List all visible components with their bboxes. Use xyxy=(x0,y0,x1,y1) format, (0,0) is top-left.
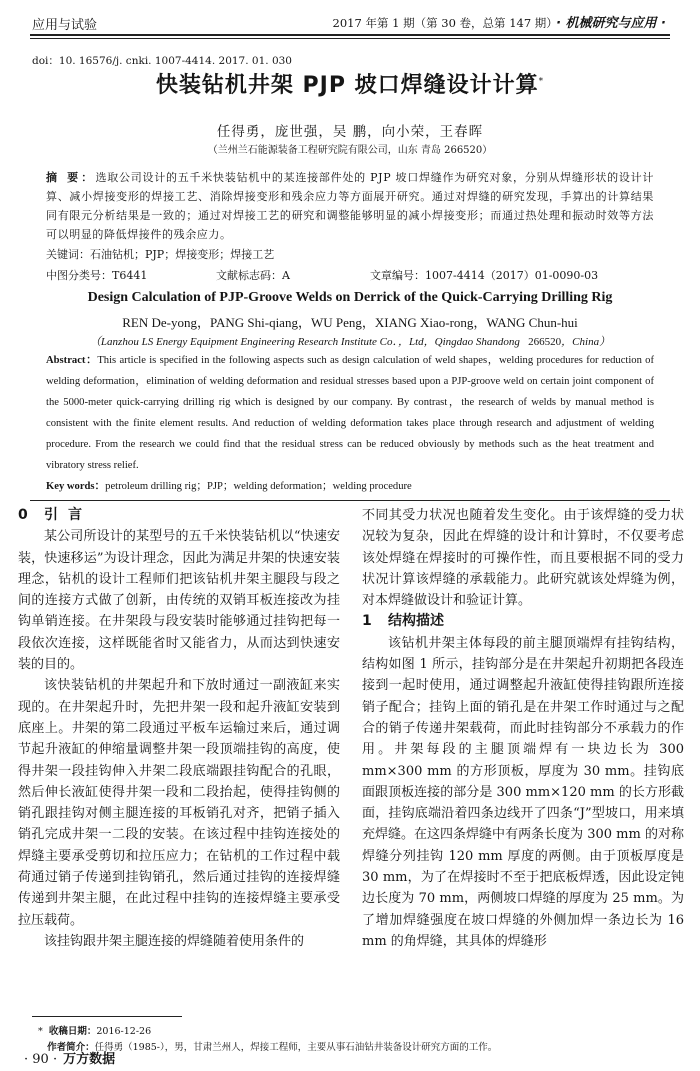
section-1-number: 1 xyxy=(362,613,372,630)
authors-en: REN De-yong，PANG Shi-qiang，WU Peng，XIANG Xiao-rong，WANG Chun-hui xyxy=(122,315,578,330)
affiliation-en-country: ，China） xyxy=(561,336,611,348)
section-1-heading xyxy=(362,611,684,632)
classification-line xyxy=(46,267,654,283)
article-number: 文章编号：1007-4414（2017）01-0090-03 xyxy=(370,269,599,282)
section-0-continuation: 不同其受力状况也随着发生变化。由于该焊缝的受力状况较为复杂，因此在焊缝的设计和计算时，不仅要考虑该处焊缝在焊接时的可操作性，而且要根据不同的受力状况计算该焊缝的承载能力。此研究就该处焊缝为例，对本焊缝做设计和验证计算。 xyxy=(362,508,684,609)
body-column-right xyxy=(362,505,684,952)
wanfang-watermark: 万方数据 xyxy=(63,1052,116,1067)
header-rule-thin xyxy=(30,38,670,39)
keywords-cn xyxy=(46,246,274,262)
body-rule xyxy=(30,500,670,501)
keywords-en xyxy=(46,478,412,493)
section-0-title: 引言 xyxy=(44,507,92,523)
running-header-section: 应用与试验 xyxy=(32,18,98,33)
section-1-paragraph-1: 该钻机井架主体每段的前主腿顶端焊有挂钩结构，结构如图 1 所示，挂钩部分是在井架起升初期把各段连接到一起时使用，通过调整起升液缸使得挂钩跟所连接销子配合；挂钩上面的销孔是在井架工作时通过与之配合的销子传递井架载荷，而此时挂钩部分不承载力的作用。井架每段的主腿顶端焊有一块边长为 300 mm×300 mm 的方形顶板，厚度为 30 mm。挂钩底面跟顶板连接的部分是 300 mm×120 mm 的长方形截面，挂钩底端沿着四条边线开了四条“J”型坡口，用来填充焊缝。在这四条焊缝中有两条长度为 300 mm 的对称焊缝分列挂钩 120 mm 厚度的两侧。由于顶板厚度是 30 mm，为了在焊接时不至于把底板焊透，因此设定钝边长度为 70 mm，两侧坡口焊缝的厚度为 25 mm。为了增加焊缝强度在坡口焊缝的外侧加焊一条边长为 16 mm 的角焊缝，其具体的焊缝形 xyxy=(362,635,684,949)
issue-info: 2017 年第 1 期（第 30 卷，总第 147 期） xyxy=(332,16,553,30)
received-label: 收稿日期： xyxy=(48,1026,97,1037)
received-date: 2016-12-26 xyxy=(96,1026,152,1037)
header-rule-thick xyxy=(30,34,670,36)
section-0-number: 0 xyxy=(18,507,28,523)
keywords-cn-label: 关键词： xyxy=(46,248,90,261)
document-code: 文献标志码：A xyxy=(216,269,290,282)
abstract-cn-text: 选取公司设计的五千米快装钻机中的某连接部件处的 PJP 坡口焊缝作为研究对象，分别从焊缝形状的设计计算、减小焊接变形的焊接工艺、消除焊接变形和残余应力等方面展开研究。通过对焊缝的研究发现，手算出的计算结果同有限元分析结果是一致的；通过对焊接工艺的研究和调整能够明显的减小焊接变形；而通过热处理和振动时效等方法可以明显的降低焊接件的残余应力。 xyxy=(46,171,654,241)
section-0-paragraph-2: 该快装钻机的井架起升和下放时通过一副液缸来实现的。在井架起升时，先把井架一段和起升液缸安装到底座上。井架的第二段通过平板车运输过来后，通过调节起升液缸的伸缩量调整井架一段顶端挂钩的高度，使得井架一段挂钩伸入井架二段底端跟挂钩配合的孔眼，然后伸长液缸使得井架一段和二段抬起，使得挂钩侧的销孔跟挂钩对侧主腿连接的耳板销孔对齐，把销子插入销孔完成井架一二段的安装。在该过程中挂钩连接处的焊缝主要承受剪切和拉压应力；在钻机的工作过程中载荷通过销子传递到挂钩销孔，然后通过挂钩的连接焊缝传递到井架主腿，在此过程中挂钩的连接焊缝主要承受拉压载荷。 xyxy=(18,678,340,928)
section-0-heading xyxy=(18,505,340,526)
abstract-en-text: This article is specified in the following aspects such as design calculation of weld shapes，welding procedures for reduction of welding deformation，elimination of welding deformation and residual stresses based upon a PJP-groove weld on certain joint component of the 5000-meter quick-carrying drilling rig which is designed by our company. By contrast，the research of welds by manual method is consistent with the finite element results. And reduction of welding deformation takes place through research and adjustment of welding procedure. From the research we could find that the residual stress can be reduced obviously by methods such as the heat treatment and vibratory stress relief. xyxy=(46,355,655,471)
author-bio: 任得勇（1985-），男，甘肃兰州人，焊接工程师，主要从事石油钻井装备设计研究方面的工作。 xyxy=(94,1042,498,1053)
page-number: · 90 · xyxy=(24,1052,58,1067)
abstract-cn xyxy=(46,168,654,244)
page-footer xyxy=(24,1048,115,1067)
keywords-en-text: petroleum drilling rig；PJP；welding deformation；welding procedure xyxy=(105,481,412,492)
clc-number: 中图分类号：T6441 xyxy=(46,269,148,282)
section-0-paragraph-3: 该挂钩跟井架主腿连接的焊缝随着使用条件的 xyxy=(44,933,305,949)
title-en: Design Calculation of PJP-Groove Welds on Derrick of the Quick-Carrying Drilling Rig xyxy=(87,290,613,305)
title-footnote-mark: * xyxy=(538,76,545,87)
affiliation-cn: （兰州兰石能源装备工程研究院有限公司，山东 青岛 266520） xyxy=(207,145,493,156)
journal-brand: · 机械研究与应用 · xyxy=(556,16,666,31)
footnote-rule xyxy=(32,1016,182,1017)
affiliation-en xyxy=(0,333,700,349)
authors-cn: 任得勇，庞世强，吴 鹏，向小荣，王春晖 xyxy=(216,124,484,140)
affiliation-en-italic: （Lanzhou LS Energy Equipment Engineering Research Institute Co．，Ltd，Qingdao Shandong xyxy=(89,336,520,348)
doi: doi：10. 16576/j. cnki. 1007-4414. 2017. 01. 030 xyxy=(32,55,292,67)
section-1-title: 结构描述 xyxy=(388,613,444,630)
affiliation-en-zip: 266520 xyxy=(528,336,562,348)
abstract-en-label: Abstract： xyxy=(46,355,98,366)
page-title xyxy=(0,68,700,99)
abstract-cn-label: 摘 要： xyxy=(46,171,96,184)
footnote-received: * 收稿日期：2016-12-26 xyxy=(32,1026,152,1037)
keywords-en-label: Key words： xyxy=(46,481,106,492)
title-cn-text: 快装钻机井架 PJP 坡口焊缝设计计算 xyxy=(155,73,539,98)
keywords-cn-text: 石油钻机；PJP；焊接变形；焊接工艺 xyxy=(90,248,275,261)
section-0-paragraph-1: 某公司所设计的某型号的五千米快装钻机以“快速安装，快速移运”为设计理念，因此为满足井架的快速安装理念，钻机的设计工程师们把该钻机井架主腿段与段之间的连接方式做了创新，由传统的双销耳板连接改为挂钩单销连接。在井架段与段安装时能够通过挂钩把每一段依次连接，这样既能省时又能省力，从而达到快速安装的目的。 xyxy=(18,529,340,673)
abstract-en xyxy=(46,350,654,476)
author-bio-label: 作者简介： xyxy=(47,1042,95,1053)
running-header-issue xyxy=(333,12,666,31)
body-column-left xyxy=(18,505,340,952)
